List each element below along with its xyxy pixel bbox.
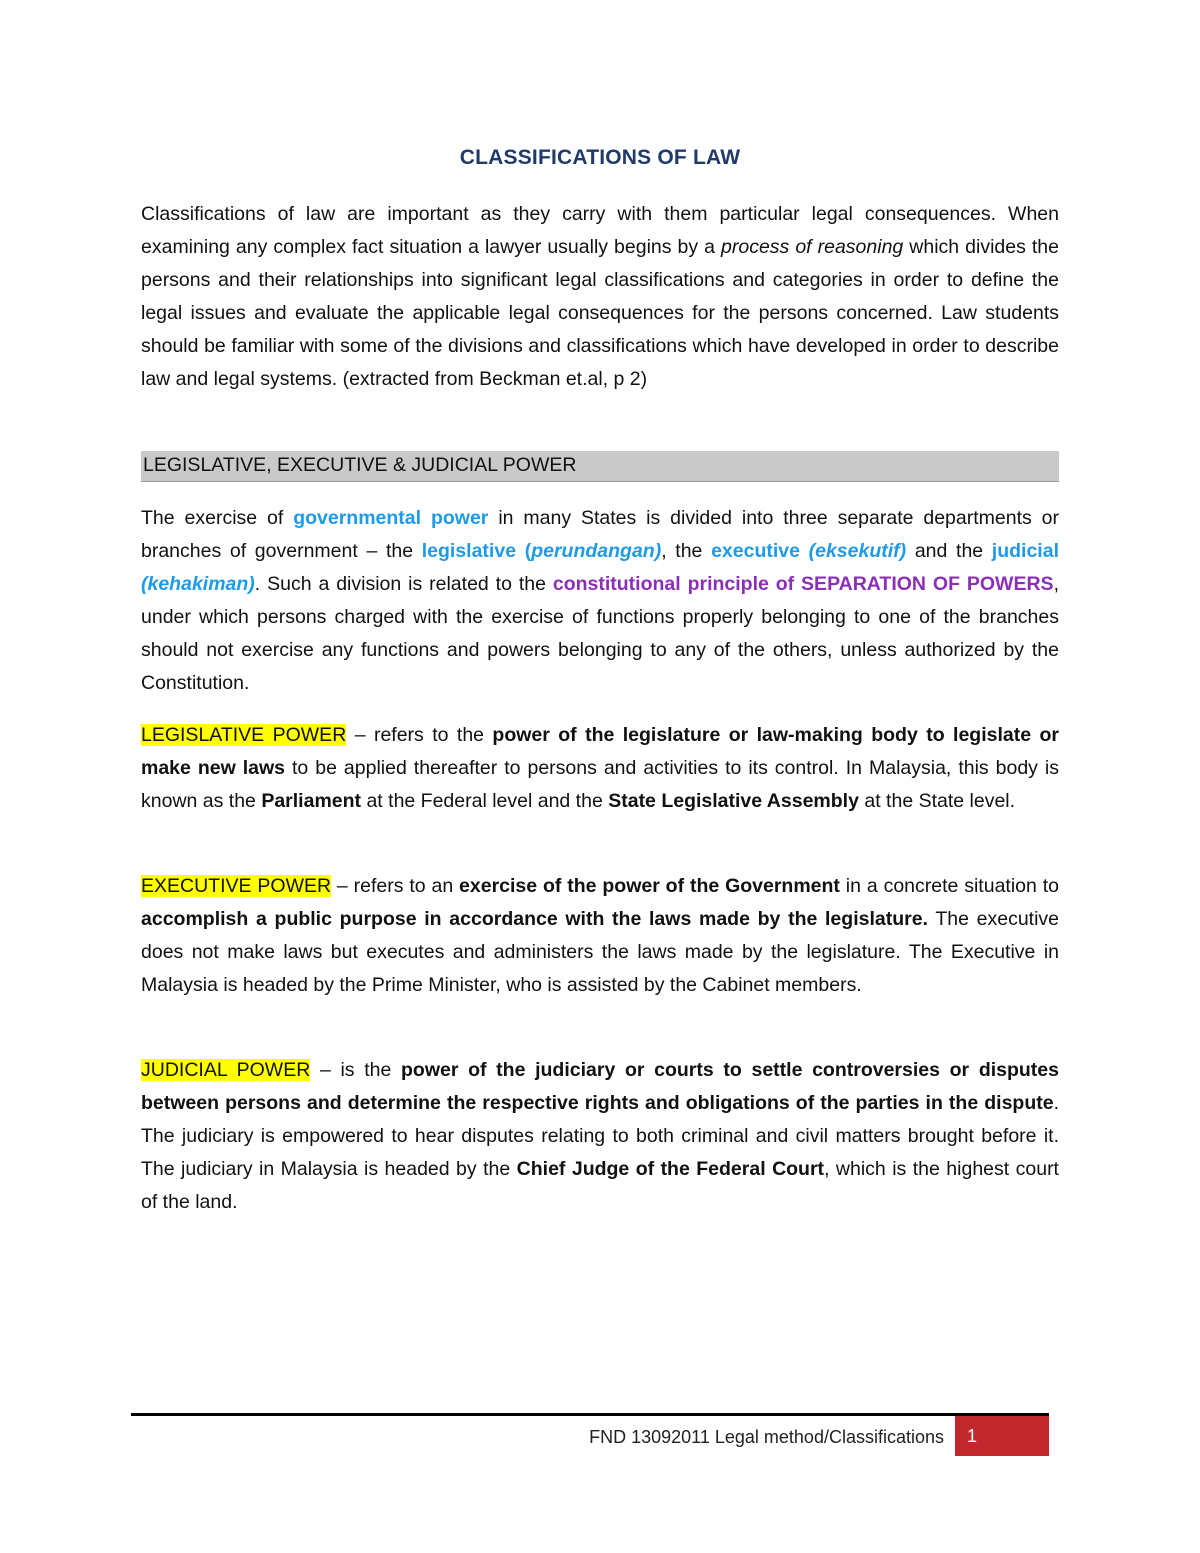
legislative-power-label: LEGISLATIVE POWER <box>141 724 347 746</box>
section-heading-bar <box>141 451 1059 482</box>
leg-text-3: at the Federal level and the <box>361 790 609 812</box>
jud-bold-chief-judge: Chief Judge of the Federal Court <box>516 1158 825 1180</box>
keyword-separation-of-powers: constitutional principle of SEPARATION OF POWERS <box>552 573 1054 595</box>
gov-text-1: The exercise of <box>141 507 294 529</box>
intro-paragraph <box>141 198 1059 396</box>
section-heading: LEGISLATIVE, EXECUTIVE & JUDICIAL POWER <box>143 454 577 476</box>
leg-text-1: – refers to the <box>346 724 493 746</box>
executive-power-paragraph <box>141 870 1059 1002</box>
exe-text-3: The executive does not make laws but executes and administers the laws made by the legislature. The Executive in Malaysia is headed by the Prime Minister, who is assisted by the Cabinet members. <box>141 908 1060 996</box>
jud-text-2: . The judiciary is empowered to hear disputes relating to both criminal and civil matters brought before it. The judiciary in Malaysia is headed by the <box>141 1092 1059 1180</box>
gov-text-4: and the <box>906 540 992 562</box>
jud-bold-1: power of the judiciary or courts to settle controversies or disputes between persons and determine the respective rights and obligations of the parties in the dispute <box>141 1059 1059 1114</box>
jud-text-1: – is the <box>310 1059 402 1081</box>
governmental-power-paragraph <box>141 502 1059 700</box>
page-number: 1 <box>967 1426 978 1446</box>
executive-power-label: EXECUTIVE POWER <box>141 875 332 897</box>
intro-text-2: which divides the persons and their relationships into significant legal classifications and categories in order to define the legal issues and evaluate the applicable legal consequences for the persons concerned. Law students should be familiar with some of the divisions and classifications which have developed in order to describe law and legal systems. (extracted from Beckman et.al, p 2) <box>141 236 1059 390</box>
gov-text-6: , under which persons charged with the exercise of functions properly belonging to one of the branches should not exercise any functions and powers belonging to any of the others, unless authorized by the Constitution. <box>141 573 1059 694</box>
legislative-power-paragraph <box>141 719 1059 818</box>
exe-bold-2: accomplish a public purpose in accordance with the laws made by the legislature. <box>141 908 928 930</box>
intro-text-1: Classifications of law are important as they carry with them particular legal consequences. When examining any complex fact situation a lawyer usually begins by a <box>141 203 1059 258</box>
keyword-governmental-power: governmental power <box>293 507 489 529</box>
exe-text-1: – refers to an <box>331 875 460 897</box>
leg-text-4: at the State level. <box>858 790 1016 812</box>
intro-italic-phrase: process of reasoning <box>721 236 904 258</box>
leg-text-2: to be applied thereafter to persons and activities to its control. In Malaysia, this body is known as the <box>141 757 1059 812</box>
gov-text-5: . Such a division is related to the <box>254 573 553 595</box>
page-title: CLASSIFICATIONS OF LAW <box>459 146 741 169</box>
leg-bold-state-assembly: State Legislative Assembly <box>608 790 859 812</box>
exe-text-2: in a concrete situation to <box>839 875 1059 897</box>
jud-text-3: , which is the highest court of the land. <box>141 1158 1059 1213</box>
leg-bold-1: power of the legislature or law-making body to legislate or make new laws <box>141 724 1059 779</box>
keyword-perundangan: perundangan) <box>531 540 662 562</box>
judicial-power-label: JUDICIAL POWER <box>141 1059 311 1081</box>
exe-bold-1: exercise of the power of the Government <box>459 875 840 897</box>
keyword-judicial: judicial <box>991 540 1059 562</box>
judicial-power-paragraph <box>141 1054 1059 1219</box>
gov-text-2: in many States is divided into three separate departments or branches of government – the <box>141 507 1059 562</box>
keyword-eksekutif: (eksekutif) <box>808 540 907 562</box>
footer-rule <box>131 1413 1049 1416</box>
keyword-kehakiman: (kehakiman) <box>141 573 255 595</box>
page-number-box <box>955 1416 1049 1456</box>
gov-text-3: , the <box>661 540 712 562</box>
footer-text: FND 13092011 Legal method/Classifications <box>589 1427 944 1447</box>
leg-bold-parliament: Parliament <box>261 790 362 812</box>
keyword-legislative: legislative ( <box>421 540 532 562</box>
keyword-executive: executive <box>711 540 809 562</box>
